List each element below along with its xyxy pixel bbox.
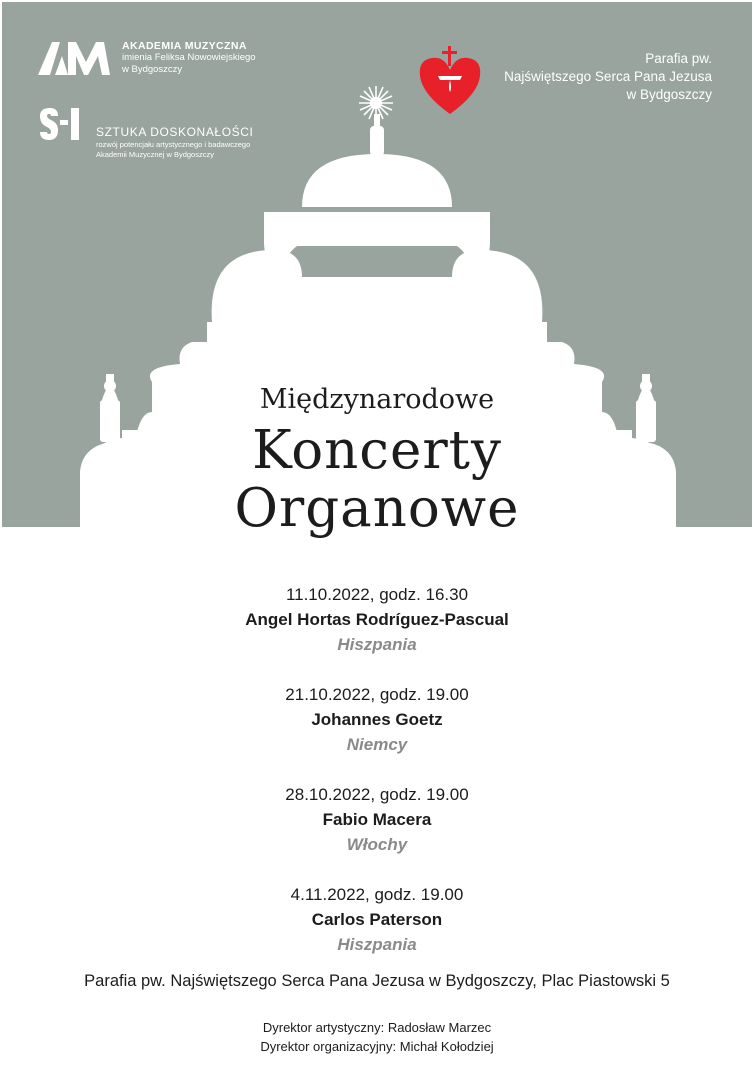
program-line3: Akademii Muzycznej w Bydgoszczy <box>96 150 214 159</box>
parish-line1: Parafia pw. <box>645 51 712 66</box>
concert-date: 28.10.2022, godz. 19.00 <box>285 785 469 804</box>
title-line-1: Międzynarodowe <box>259 384 495 415</box>
directors-block <box>0 1018 754 1056</box>
concert-performer: Angel Hortas Rodríguez-Pascual <box>245 610 509 629</box>
parish-header <box>504 50 712 104</box>
concert-date: 21.10.2022, godz. 19.00 <box>285 685 469 704</box>
program-line2: rozwój potencjału artystycznego i badawczego <box>96 140 251 149</box>
artistic-director: Dyrektor artystyczny: Radosław Marzec <box>262 1020 492 1035</box>
parish-line2: Najświętszego Serca Pana Jezusa <box>504 69 712 84</box>
concert-performer: Fabio Macera <box>322 810 432 829</box>
concert-performer: Carlos Paterson <box>311 910 443 929</box>
am-monogram-icon <box>38 42 110 76</box>
venue-address: Parafia pw. Najświętszego Serca Pana Jezusa w Bydgoszczy, Plac Piastowski 5 <box>84 972 670 990</box>
academy-line3: w Bydgoszczy <box>122 64 183 75</box>
concert-country: Włochy <box>346 835 408 854</box>
concert-country: Hiszpania <box>337 935 417 954</box>
concert-date: 4.11.2022, godz. 19.00 <box>290 885 464 904</box>
title-line-3: Organowe <box>234 478 520 539</box>
concert-country: Niemcy <box>346 735 408 754</box>
organizational-director: Dyrektor organizacyjny: Michał Kołodziej <box>260 1039 494 1054</box>
academy-name: AKADEMIA MUZYCZNA <box>122 40 247 52</box>
academy-name-block <box>122 40 256 76</box>
concert-performer: Johannes Goetz <box>311 710 443 729</box>
concert-item <box>0 582 754 657</box>
concert-country: Hiszpania <box>337 635 417 654</box>
concert-date: 11.10.2022, godz. 16.30 <box>285 585 469 604</box>
concert-item <box>0 782 754 857</box>
academy-line2: imienia Feliksa Nowowiejskiego <box>122 52 256 63</box>
title-line-2: Koncerty <box>252 420 502 481</box>
program-name-block <box>96 127 253 160</box>
program-name: SZTUKA DOSKONAŁOŚCI <box>96 125 254 139</box>
sacred-heart-icon <box>414 46 486 118</box>
sunburst-icon <box>358 85 394 121</box>
sztuka-doskonalosci-icon <box>38 108 84 142</box>
parish-line3: w Bydgoszczy <box>626 87 712 102</box>
concert-item <box>0 882 754 957</box>
concert-item <box>0 682 754 757</box>
